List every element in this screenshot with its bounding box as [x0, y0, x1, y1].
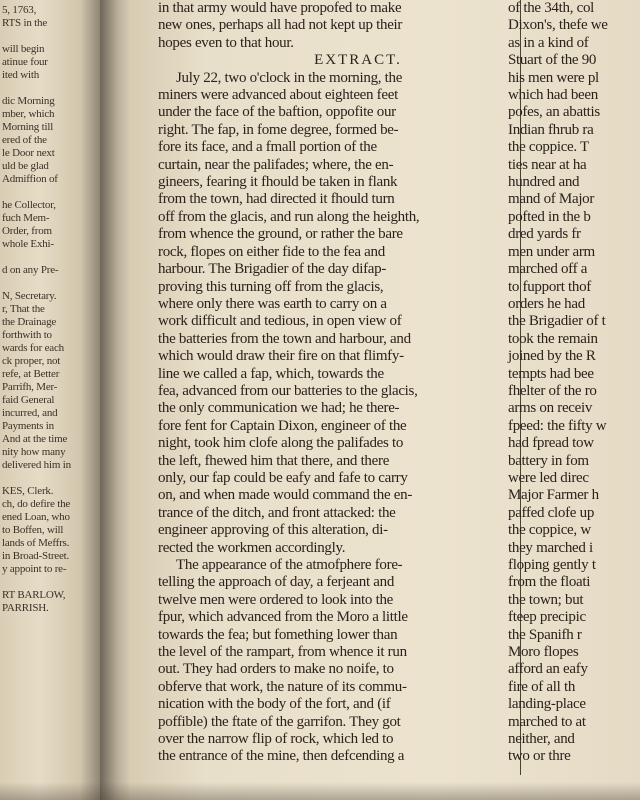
- paragraph-1-line: fore its face, and a fmall portion of the: [158, 139, 377, 156]
- right-column-line: ties near at ha: [508, 156, 587, 173]
- paragraph-2-line: obferve that work, the nature of its commu-: [158, 678, 407, 695]
- left-page-text-line: faid General: [2, 394, 55, 406]
- paragraph-1-line: fore fent for Captain Dixon, engineer of the: [158, 417, 407, 434]
- right-column-line: Stuart of the 90: [508, 52, 597, 69]
- right-column-line: had fpread tow: [508, 435, 594, 452]
- left-page-text-line: lands of Meffrs.: [2, 537, 70, 549]
- paragraph-1-line: engineer approving of this alteration, di-: [158, 522, 388, 539]
- left-page-text-line: refe, at Better: [2, 368, 60, 380]
- left-page-text-line: incurred, and: [2, 407, 58, 419]
- paragraph-1-line: on, and when made would command the en-: [158, 487, 413, 504]
- paragraph-2-line: twelve men were ordered to look into the: [158, 591, 394, 608]
- paragraph-2-line: the entrance of the mine, then defcending a: [158, 748, 405, 765]
- left-page-text-line: nity how many: [2, 446, 66, 458]
- left-page-text-line: Admiffion of: [2, 173, 58, 185]
- left-page-text-line: [0, 251, 71, 264]
- right-column-line: fhelter of the ro: [508, 382, 597, 399]
- paragraph-1-line: miners were advanced about eighteen feet: [158, 87, 398, 104]
- paragraph-1-line: harbour. The Brigadier of the day difap-: [158, 261, 387, 278]
- left-page-text-line: he Collector,: [2, 199, 56, 211]
- left-page-text-line: ch, do defire the: [2, 498, 71, 510]
- left-page-text-line: atinue four: [2, 56, 48, 68]
- paragraph-1-line: from the town, had directed it fhould turn: [158, 191, 395, 208]
- left-page-text-line: d on any Pre-: [2, 264, 59, 276]
- paragraph-2-line: towards the fea; but fomething lower than: [158, 626, 398, 643]
- right-column-line: from the floati: [508, 574, 591, 591]
- right-column: [508, 0, 640, 766]
- left-page: [0, 0, 100, 800]
- paragraph-1-line: off from the glacis, and run along the heighth,: [158, 208, 420, 225]
- left-page-text-line: will begin: [2, 43, 45, 55]
- left-page-text-line: Order, from: [2, 225, 52, 237]
- main-column: [158, 0, 498, 766]
- main-column-line: in that army would have propofed to make: [158, 0, 402, 16]
- right-column-line: marched to at: [508, 713, 586, 730]
- extract-paragraph-1: [158, 70, 498, 557]
- right-column-line: fteep precipic: [508, 609, 586, 626]
- paragraph-1-line: fea, advanced from our batteries to the glacis,: [158, 382, 418, 399]
- left-page-text-line: mber, which: [2, 108, 55, 120]
- paragraph-1-line: July 22, two o'clock in the morning, the: [176, 69, 403, 86]
- right-column-line: the Spanifh r: [508, 626, 582, 643]
- left-page-text-line: Morning till: [2, 121, 54, 133]
- right-column-line: the coppice. T: [508, 139, 589, 156]
- page-bottom-shadow: [0, 782, 640, 800]
- paragraph-1-line: trance of the ditch, and front attacked: the: [158, 504, 396, 521]
- paragraph-1-line: proving this turning off from the glacis,: [158, 278, 384, 295]
- right-column-line: arms on receiv: [508, 400, 593, 417]
- paragraph-1-line: only, our fap could be eafy and fafe to carry: [158, 469, 408, 486]
- paragraph-2-line: the level of the rampart, from whence it run: [158, 644, 407, 661]
- right-column-line: of the 34th, col: [508, 0, 595, 16]
- right-column-line: which had been: [508, 87, 598, 104]
- paragraph-1-line: under the face of the baftion, oppofite our: [158, 104, 396, 121]
- paragraph-2-line: The appearance of the atmofphere fore-: [176, 557, 403, 573]
- paragraph-1-line: the only communication we had; he there-: [158, 400, 400, 417]
- right-column-line: were led direc: [508, 469, 589, 486]
- left-page-text-line: RTS in the: [2, 17, 48, 29]
- right-column-line: two or thre: [508, 748, 571, 765]
- left-page-text: [0, 4, 71, 615]
- left-page-text-line: And at the time: [2, 433, 68, 445]
- left-page-text-line: le Door next: [2, 147, 55, 159]
- paragraph-1-line: rock, flopes on either fide to the fea and: [158, 243, 385, 260]
- right-column-line: Major Farmer h: [508, 487, 599, 504]
- paragraph-1-line: curtain, near the palifades; where, the en-: [158, 156, 394, 173]
- paragraph-1-line: right. The fap, in fome degree, formed be-: [158, 121, 399, 138]
- left-page-text-line: dic Morning: [2, 95, 55, 107]
- right-column-line: they marched i: [508, 539, 593, 556]
- paragraph-1-line: night, took him clofe along the palifades to: [158, 435, 404, 452]
- extract-paragraph-2: [158, 557, 498, 766]
- paragraph-1-line: which would draw their fire on that flimfy-: [158, 348, 404, 365]
- right-column-line: Dixon's, thefe we: [508, 17, 608, 34]
- left-page-text-line: [0, 277, 71, 290]
- left-page-text-line: KES, Clerk.: [2, 485, 54, 497]
- paragraph-2-line: fpur, which advanced from the Moro a little: [158, 609, 408, 626]
- left-page-text-line: whole Exhi-: [2, 238, 54, 250]
- left-page-text-line: PARRISH.: [2, 602, 49, 614]
- left-page-text-line: [0, 186, 71, 199]
- left-page-text-line: Payments in: [2, 420, 54, 432]
- left-page-text-line: forthwith to: [2, 329, 52, 341]
- paragraph-2-line: nication with the body of the fort, and (if: [158, 696, 391, 713]
- right-column-line: landing-place: [508, 696, 586, 713]
- paragraph-1-line: line we called a fap, which, towards the: [158, 365, 384, 382]
- right-column-line: Indian fhrub ra: [508, 121, 594, 138]
- left-page-text-line: Parrifh, Mer-: [2, 381, 58, 393]
- left-page-text-line: RT BARLOW,: [2, 589, 66, 601]
- right-column-line: the coppice, w: [508, 522, 591, 539]
- left-page-text-line: [0, 576, 71, 589]
- right-column-line: the town; but: [508, 591, 584, 608]
- left-page-text-line: r, That the: [2, 303, 45, 315]
- right-column-line: battery in fom: [508, 452, 589, 469]
- paragraph-1-line: gineers, fearing it fhould be taken in flank: [158, 174, 398, 191]
- left-page-text-line: the Drainage: [2, 316, 57, 328]
- right-column-line: afford an eafy: [508, 661, 588, 678]
- left-page-text-line: [0, 82, 71, 95]
- left-page-text-line: uld be glad: [2, 160, 49, 172]
- paragraph-1-line: the batteries from the town and harbour, and: [158, 330, 411, 347]
- paragraph-1-line: work difficult and tedious, in open view of: [158, 313, 402, 330]
- right-column-line: fpeed: the fifty w: [508, 417, 607, 434]
- right-column-line: men under arm: [508, 243, 595, 260]
- extract-heading: EXTRACT.: [314, 52, 402, 69]
- paragraph-1-line: where only there was earth to carry on a: [158, 295, 387, 312]
- left-page-text-line: ited with: [2, 69, 40, 81]
- left-page-text-line: delivered him in: [2, 459, 71, 471]
- right-column-line: marched off a: [508, 261, 588, 278]
- paragraph-1-line: from whence the ground, or rather the bare: [158, 226, 403, 243]
- paragraph-2-line: telling the approach of day, a ferjeant and: [158, 574, 395, 591]
- paragraph-2-line: over the narrow flip of rock, which led to: [158, 731, 394, 748]
- left-page-text-line: ered of the: [2, 134, 47, 146]
- paragraph-2-line: out. They had orders to make no noife, to: [158, 661, 394, 678]
- paragraph-1-line: rected the workmen accordingly.: [158, 539, 346, 556]
- right-column-line: mand of Major: [508, 191, 595, 208]
- paragraph-1-line: the left, fhewed him that there, and there: [158, 452, 390, 469]
- right-column-line: to fupport thof: [508, 278, 591, 295]
- left-page-text-line: [0, 472, 71, 485]
- right-column-line: took the remain: [508, 330, 598, 347]
- right-column-line: the Brigadier of t: [508, 313, 606, 330]
- left-page-text-line: ck proper, not: [2, 355, 61, 367]
- right-column-line: dred yards fr: [508, 226, 581, 243]
- main-column-top-text: [158, 0, 498, 52]
- right-column-line: as in a kind of: [508, 34, 589, 51]
- left-page-text-line: y appoint to re-: [2, 563, 67, 575]
- right-column-line: neither, and: [508, 731, 575, 748]
- right-column-line: floping gently t: [508, 557, 596, 573]
- page-gutter: [100, 0, 130, 800]
- right-column-line: paffed clofe up: [508, 504, 595, 521]
- left-page-text-line: 5, 1763,: [2, 4, 37, 16]
- right-column-line: orders he had: [508, 295, 585, 312]
- left-page-text-line: wards for each: [2, 342, 64, 354]
- right-column-line: his men were pl: [508, 69, 599, 86]
- right-page: [130, 0, 640, 800]
- main-column-line: new ones, perhaps all had not kept up their: [158, 17, 403, 34]
- right-column-line: joined by the R: [508, 348, 596, 365]
- right-column-line: Moro flopes: [508, 644, 579, 661]
- left-page-text-line: to Boffen, will: [2, 524, 64, 536]
- left-page-text-line: [0, 30, 71, 43]
- left-page-text-line: ened Loan, who: [2, 511, 70, 523]
- right-column-line: tempts had bee: [508, 365, 594, 382]
- paragraph-2-line: poffible) the ftate of the garrifon. They got: [158, 713, 401, 730]
- right-column-line: hundred and: [508, 174, 580, 191]
- left-page-text-line: N, Secretary.: [2, 290, 57, 302]
- right-column-line: pofes, an abattis: [508, 104, 600, 121]
- left-page-text-line: fuch Mem-: [2, 212, 50, 224]
- left-page-text-line: in Broad-Street.: [2, 550, 70, 562]
- right-column-line: pofted in the b: [508, 208, 591, 225]
- main-column-line: hopes even to that hour.: [158, 34, 294, 51]
- right-column-line: fire of all th: [508, 678, 576, 695]
